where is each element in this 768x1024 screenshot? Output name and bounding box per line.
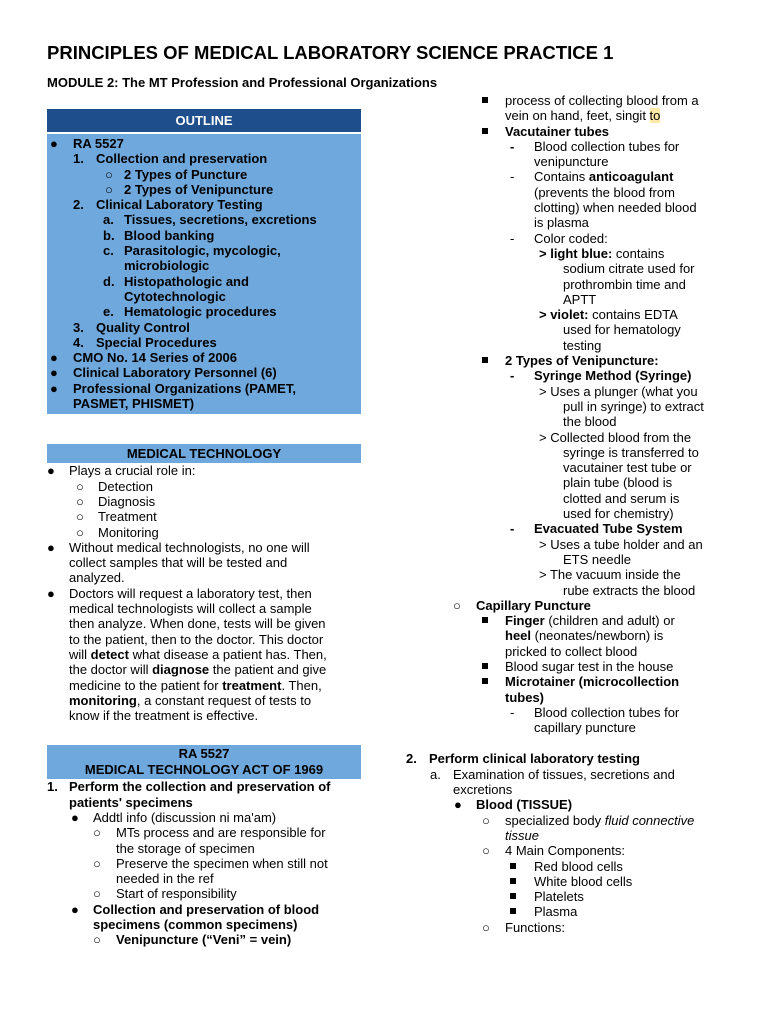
- list-item: testing: [563, 337, 602, 353]
- list-item: clotted and serum is: [563, 490, 680, 506]
- list-item: prothrombin time and: [563, 276, 686, 292]
- outline-item: ● Professional Organizations (PAMET,: [50, 380, 296, 396]
- list-item: Blood sugar test in the house: [400, 659, 740, 674]
- outline-item: 1. Collection and preservation: [73, 151, 268, 167]
- list-item: used for hematology: [563, 322, 681, 338]
- list-item: process of collecting blood from a: [400, 93, 740, 108]
- list-item: ○ specialized body fluid connective: [482, 812, 695, 828]
- list-item: ○ Diagnosis: [76, 493, 156, 509]
- outline-item: microbiologic: [124, 258, 210, 274]
- outline-item: c. Parasitologic, mycologic,: [103, 243, 281, 259]
- list-item: tissue: [505, 827, 539, 843]
- list-item: ● Addtl info (discussion ni ma'am): [71, 809, 277, 825]
- outline-item: d. Histopathologic and: [103, 273, 249, 289]
- outline-item: PASMET, PHISMET): [73, 396, 195, 412]
- list-item: 1. Perform the collection and preservation of: [47, 779, 331, 795]
- list-item: ○ Detection: [76, 478, 153, 494]
- list-item: excretions: [453, 782, 513, 798]
- document-title: PRINCIPLES OF MEDICAL LABORATORY SCIENCE PRACTICE 1: [47, 42, 614, 63]
- list-item: know if the treatment is effective.: [69, 708, 259, 724]
- list-item: sodium citrate used for: [563, 261, 695, 277]
- list-item: vacutainer test tube or: [563, 460, 692, 476]
- outline-item: b. Blood banking: [103, 227, 215, 243]
- outline-item: e. Hematologic procedures: [103, 304, 277, 320]
- list-item: the storage of specimen: [116, 840, 255, 856]
- list-item: Red blood cells: [400, 859, 740, 874]
- list-item: 2. Perform clinical laboratory testing: [406, 751, 640, 767]
- list-item: ○ Capillary Puncture: [453, 597, 591, 613]
- list-item: capillary puncture: [534, 720, 636, 736]
- list-item: the doctor will diagnose the patient and give: [69, 662, 327, 678]
- list-item: > light blue: contains: [539, 245, 665, 261]
- outline-header: OUTLINE: [47, 109, 361, 132]
- outline-item: Cytotechnologic: [124, 288, 226, 304]
- list-item: rube extracts the blood: [563, 582, 696, 598]
- list-item: > Uses a plunger (what you: [539, 383, 698, 399]
- list-item: ○ Functions:: [482, 919, 565, 935]
- module-heading: MODULE 2: The MT Profession and Professional Organizations: [47, 75, 438, 90]
- list-item: ○ 4 Main Components:: [482, 843, 625, 859]
- list-item: ○ Monitoring: [76, 524, 159, 540]
- outline-item: a. Tissues, secretions, excretions: [103, 212, 317, 228]
- list-item: is plasma: [534, 215, 589, 231]
- outline-item: ○ 2 Types of Puncture: [105, 166, 248, 182]
- outline-item: 2. Clinical Laboratory Testing: [73, 197, 263, 213]
- list-item: syringe is transferred to: [563, 444, 699, 460]
- list-item: venipuncture: [534, 154, 609, 170]
- list-item: tubes): [505, 689, 544, 705]
- list-item: used for chemistry): [563, 506, 674, 522]
- list-item: a. Examination of tissues, secretions and: [430, 766, 675, 782]
- list-item: 2 Types of Venipuncture:: [400, 353, 740, 368]
- list-item: ● Plays a crucial role in:: [47, 463, 196, 479]
- list-item: - Contains anticoagulant: [510, 169, 674, 185]
- list-item: plain tube (blood is: [563, 475, 673, 491]
- list-item: White blood cells: [400, 874, 740, 889]
- outline-item: 3. Quality Control: [73, 319, 190, 335]
- right-column: [400, 93, 740, 935]
- list-item: collect samples that will be tested and: [69, 555, 288, 571]
- list-item: heel (neonates/newborn) is: [505, 628, 664, 644]
- list-item: > violet: contains EDTA: [539, 307, 678, 323]
- list-item: needed in the ref: [116, 871, 214, 887]
- list-item: ● Collection and preservation of blood: [71, 901, 320, 917]
- list-item: ● Doctors will request a laboratory test, then: [47, 585, 312, 601]
- outline-item: 4. Special Procedures: [73, 334, 217, 350]
- left-column: [47, 109, 361, 948]
- list-item: ETS needle: [563, 551, 631, 567]
- list-item: specimens (common specimens): [93, 917, 298, 933]
- list-item: APTT: [563, 291, 597, 307]
- list-item: medicine to the patient for treatment. Then,: [69, 677, 322, 693]
- list-item: - Evacuated Tube System: [510, 521, 683, 537]
- outline-item: ● CMO No. 14 Series of 2006: [50, 350, 238, 366]
- medtech-header: MEDICAL TECHNOLOGY: [47, 444, 361, 463]
- list-item: to the patient, then to the doctor. This doctor: [69, 631, 324, 647]
- list-item: (prevents the blood from: [534, 184, 675, 200]
- list-item: ● Blood (TISSUE): [454, 797, 573, 813]
- list-item: clotting) when needed blood: [534, 200, 697, 216]
- list-item: patients' specimens: [69, 794, 193, 810]
- list-item: Platelets: [400, 889, 740, 904]
- list-item: ○ Venipuncture (“Veni” = vein): [93, 932, 292, 948]
- list-item: ● Without medical technologists, no one will: [47, 539, 310, 555]
- list-item: - Blood collection tubes for: [510, 704, 680, 720]
- outline-item: ● RA 5527: [50, 136, 124, 151]
- outline-item: ○ 2 Types of Venipuncture: [105, 181, 274, 197]
- list-item: - Color coded:: [510, 230, 608, 246]
- list-item: ○ MTs process and are responsible for: [93, 825, 326, 841]
- list-item: ○ Treatment: [76, 509, 157, 525]
- list-item: then analyze. When done, tests will be given: [69, 616, 326, 632]
- list-item: Plasma: [400, 904, 740, 919]
- list-item: - Blood collection tubes for: [510, 138, 680, 154]
- list-item: ○ Start of responsibility: [93, 886, 237, 902]
- list-item: ○ Preserve the specimen when still not: [93, 855, 328, 871]
- list-item: will detect what disease a patient has. Then,: [69, 646, 327, 662]
- list-item: pricked to collect blood: [505, 643, 638, 659]
- list-item: pull in syringe) to extract: [563, 398, 704, 414]
- list-item: analyzed.: [69, 570, 125, 586]
- list-item: vein on hand, feet, singit to: [505, 108, 661, 124]
- list-item: Vacutainer tubes: [400, 124, 740, 139]
- list-item: > Uses a tube holder and an: [539, 536, 703, 552]
- list-item: > The vacuum inside the: [539, 567, 681, 583]
- list-item: > Collected blood from the: [539, 429, 692, 445]
- list-item: monitoring, a constant request of tests to: [69, 692, 312, 708]
- outline-box: [47, 134, 361, 414]
- outline-item: ● Clinical Laboratory Personnel (6): [50, 365, 277, 381]
- list-item: the blood: [563, 414, 617, 430]
- list-item: medical technologists will collect a sample: [69, 601, 312, 617]
- list-item: Microtainer (microcollection: [400, 674, 740, 689]
- list-item: - Syringe Method (Syringe): [510, 368, 692, 384]
- ra-header: RA 5527 MEDICAL TECHNOLOGY ACT OF 1969: [47, 745, 361, 779]
- list-item: Finger (children and adult) or: [400, 613, 740, 628]
